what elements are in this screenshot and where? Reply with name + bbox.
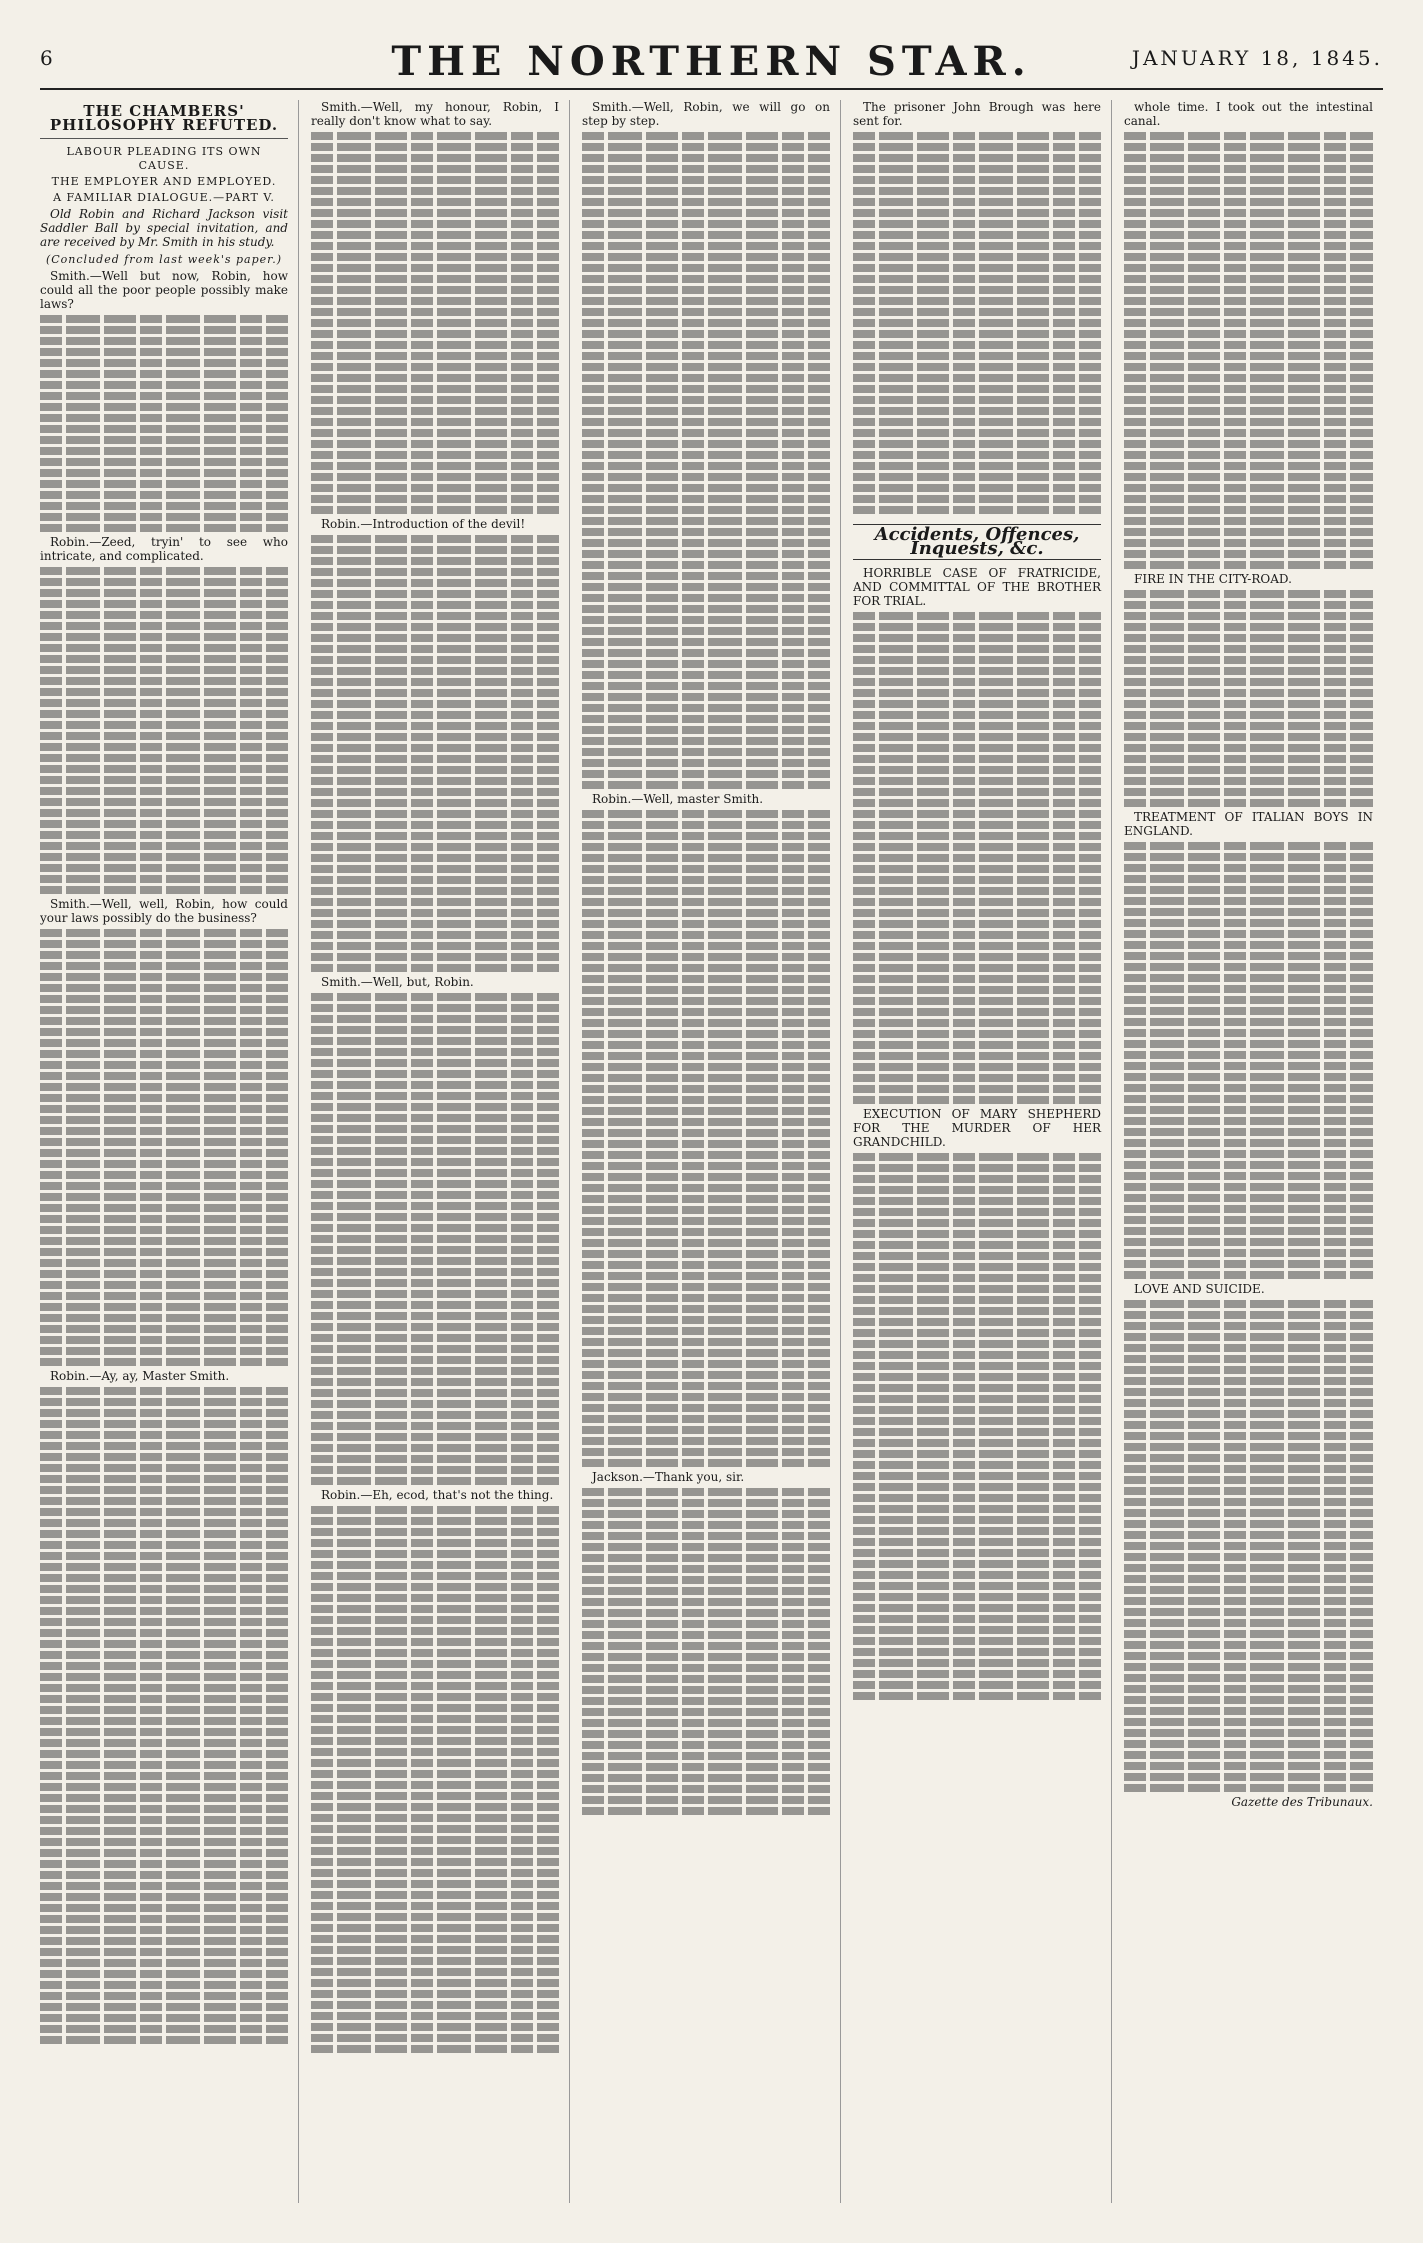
- article-headline: THE CHAMBERS' PHILOSOPHY REFUTED.: [49, 102, 279, 134]
- paragraph: LOVE AND SUICIDE.: [1134, 1282, 1265, 1296]
- text-block: [582, 810, 830, 1467]
- text-block: [311, 993, 559, 1485]
- text-block: [311, 535, 559, 972]
- paragraph: Jackson.—Thank you, sir.: [592, 1470, 745, 1484]
- paragraph: Robin.—Eh, ecod, that's not the thing.: [321, 1488, 554, 1502]
- text-block: [853, 132, 1101, 514]
- paragraph: Robin.—Introduction of the devil!: [321, 517, 526, 531]
- column-3: [582, 100, 841, 2203]
- paragraph: HORRIBLE CASE OF FRATRICIDE, AND COMMITTAL OF THE BROTHER FOR TRIAL.: [853, 566, 1101, 608]
- paragraph: Smith.—Well, but, Robin.: [321, 975, 474, 989]
- paragraph: Smith.—Well, well, Robin, how could your laws possibly do the business?: [40, 897, 288, 925]
- article-subhead: A FAMILIAR DIALOGUE.—PART V.: [53, 191, 275, 204]
- text-block: [582, 1488, 830, 1815]
- text-block: [40, 1387, 288, 2044]
- masthead: [40, 38, 1383, 90]
- text-block: [40, 315, 288, 532]
- text-block: [40, 567, 288, 894]
- column-5: [1124, 100, 1383, 2203]
- text-block: [1124, 132, 1373, 569]
- column-1: [40, 100, 299, 2203]
- section-heading: Accidents, Offences, Inquests, &c.: [853, 524, 1101, 560]
- paragraph: TREATMENT OF ITALIAN BOYS IN ENGLAND.: [1124, 810, 1373, 838]
- text-block: [40, 929, 288, 1366]
- text-block: [853, 1153, 1101, 1700]
- article-subhead: LABOUR PLEADING ITS OWN CAUSE.: [66, 145, 262, 172]
- paragraph: Smith.—Well, my honour, Robin, I really don't know what to say.: [311, 100, 559, 128]
- text-block: [1124, 590, 1373, 807]
- text-block: [311, 132, 559, 514]
- text-block: [311, 1506, 559, 2053]
- paragraph: The prisoner John Brough was here sent for.: [853, 100, 1101, 128]
- column-4: [853, 100, 1112, 2203]
- text-block: [1124, 842, 1373, 1279]
- article-intro: Old Robin and Richard Jackson visit Saddler Ball by special invitation, and are received by Mr. Smith in his study.: [40, 207, 288, 249]
- divider: [40, 138, 288, 139]
- article-credit: Gazette des Tribunaux.: [1231, 1795, 1373, 1809]
- paragraph: EXECUTION OF MARY SHEPHERD FOR THE MURDER OF HER GRANDCHILD.: [853, 1107, 1101, 1149]
- paragraph: FIRE IN THE CITY-ROAD.: [1134, 572, 1292, 586]
- article-subhead: THE EMPLOYER AND EMPLOYED.: [51, 175, 277, 188]
- paragraph: Smith.—Well but now, Robin, how could all the poor people possibly make laws?: [40, 269, 288, 311]
- paragraph: whole time. I took out the intestinal canal.: [1124, 100, 1373, 128]
- paragraph: Robin.—Ay, ay, Master Smith.: [50, 1369, 230, 1383]
- article-columns: [40, 100, 1383, 2203]
- continued-note: (Concluded from last week's paper.): [45, 253, 283, 266]
- page-number: 6: [40, 46, 53, 70]
- newspaper-title: THE NORTHERN STAR.: [391, 38, 1032, 85]
- paragraph: Smith.—Well, Robin, we will go on step by step.: [582, 100, 830, 128]
- text-block: [582, 132, 830, 789]
- issue-date: JANUARY 18, 1845.: [1131, 46, 1383, 70]
- column-2: [311, 100, 570, 2203]
- text-block: [853, 612, 1101, 1104]
- text-block: [1124, 1300, 1373, 1792]
- paragraph: Robin.—Zeed, tryin' to see who intricate, and complicated.: [40, 535, 288, 563]
- paragraph: Robin.—Well, master Smith.: [592, 792, 764, 806]
